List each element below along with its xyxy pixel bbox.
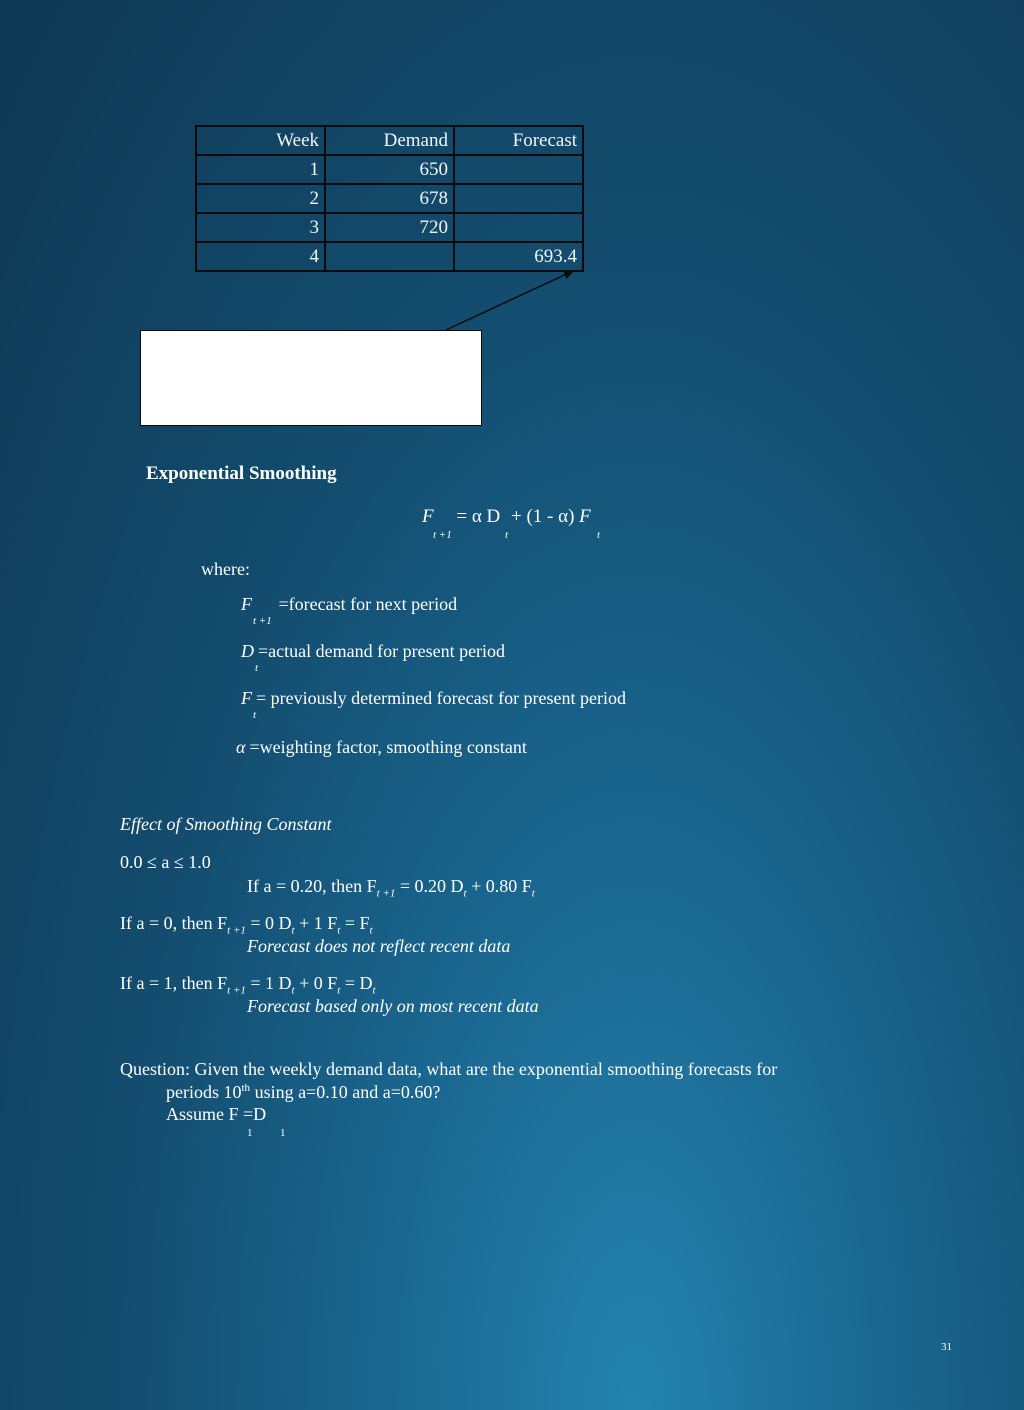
question-text: periods 10 (166, 1082, 242, 1102)
def-sub: t (255, 662, 259, 674)
case-text: = 1 D (245, 973, 292, 993)
case-sub: t +1 (227, 924, 246, 937)
table-cell (454, 213, 583, 242)
formula-end: F (579, 506, 591, 527)
definition-forecast-next (241, 594, 457, 615)
case-text: + 0.80 F (466, 876, 532, 896)
header-forecast: Forecast (454, 126, 583, 155)
question-sub-1: 1 (247, 1127, 253, 1139)
case-text: If a = 0.20, then F (247, 876, 377, 896)
table-cell: 678 (325, 184, 454, 213)
def-text: =weighting factor, smoothing constant (249, 737, 527, 757)
table-cell: 2 (196, 184, 325, 213)
formula-sub-lhs: t +1 (433, 529, 452, 541)
case-text: = D (340, 973, 373, 993)
table-cell: 650 (325, 155, 454, 184)
case-text: = F (340, 913, 370, 933)
page-number: 31 (941, 1341, 952, 1353)
effect-case-0-note: Forecast does not reflect recent data (247, 936, 511, 956)
table-cell: 4 (196, 242, 325, 271)
case-sub: t (463, 887, 467, 900)
table-row (196, 213, 583, 242)
case-text: + 1 F (294, 913, 338, 933)
table-cell: 3 (196, 213, 325, 242)
case-text: + 0 F (294, 973, 338, 993)
question-sub-2: 1 (280, 1127, 286, 1139)
effect-case-020 (247, 876, 535, 900)
callout-box (140, 330, 482, 426)
case-sub: t +1 (227, 984, 246, 997)
question-line-1: Question: Given the weekly demand data, what are the exponential smoothing forecasts for (120, 1059, 778, 1079)
def-text: =forecast for next period (278, 594, 458, 614)
section-title: Exponential Smoothing (146, 463, 337, 484)
case-sub: t +1 (376, 887, 396, 900)
case-text: = 0 D (245, 913, 292, 933)
demand-table (195, 125, 584, 272)
question-text: using a=0.10 and a=0.60? (250, 1082, 441, 1102)
case-text: If a = 0, then F (120, 913, 228, 933)
case-text: If a = 1, then F (120, 973, 228, 993)
header-demand: Demand (325, 126, 454, 155)
formula-mid: + (1 - α) (511, 506, 575, 527)
effect-case-1-note: Forecast based only on most recent data (247, 996, 539, 1016)
table-row (196, 242, 583, 271)
table-cell (454, 155, 583, 184)
formula-lhs: F (422, 506, 434, 527)
formula-sub-f: t (597, 529, 601, 541)
effect-heading: Effect of Smoothing Constant (120, 814, 332, 834)
question-line-3: Assume F =D (166, 1104, 267, 1124)
def-symbol: α (236, 737, 246, 757)
question-sup: th (241, 1082, 251, 1094)
table-cell: 720 (325, 213, 454, 242)
effect-case-1 (120, 973, 376, 997)
table-row (196, 184, 583, 213)
case-sub: t (337, 924, 341, 937)
case-sub: t (369, 924, 373, 937)
formula-rhs: = α D (456, 506, 501, 527)
effect-case-0 (120, 913, 373, 937)
header-week: Week (196, 126, 325, 155)
case-sub: t (291, 984, 295, 997)
effect-range: 0.0 ≤ a ≤ 1.0 (120, 852, 211, 872)
def-text: =actual demand for present period (258, 641, 506, 661)
def-sub: t +1 (253, 615, 272, 627)
def-symbol: D (241, 641, 254, 661)
def-symbol: F (241, 688, 252, 708)
formula-sub-d: t (505, 529, 509, 541)
def-sub: t (253, 709, 257, 721)
case-sub: t (531, 887, 535, 900)
case-sub: t (372, 984, 376, 997)
case-sub: t (337, 984, 341, 997)
definition-alpha (236, 737, 527, 758)
main-formula (422, 506, 591, 528)
table-cell (454, 184, 583, 213)
case-text: = 0.20 D (395, 876, 464, 896)
question-line-2 (166, 1082, 440, 1103)
def-symbol: F (241, 594, 252, 614)
case-sub: t (291, 924, 295, 937)
table-cell: 1 (196, 155, 325, 184)
table-cell: 693.4 (454, 242, 583, 271)
table-row (196, 155, 583, 184)
def-text: = previously determined forecast for present period (256, 688, 627, 708)
where-label: where: (201, 559, 250, 579)
table-header-row (196, 126, 583, 155)
table-cell (325, 242, 454, 271)
definition-previous-forecast (241, 688, 626, 709)
definition-actual-demand (241, 641, 505, 662)
